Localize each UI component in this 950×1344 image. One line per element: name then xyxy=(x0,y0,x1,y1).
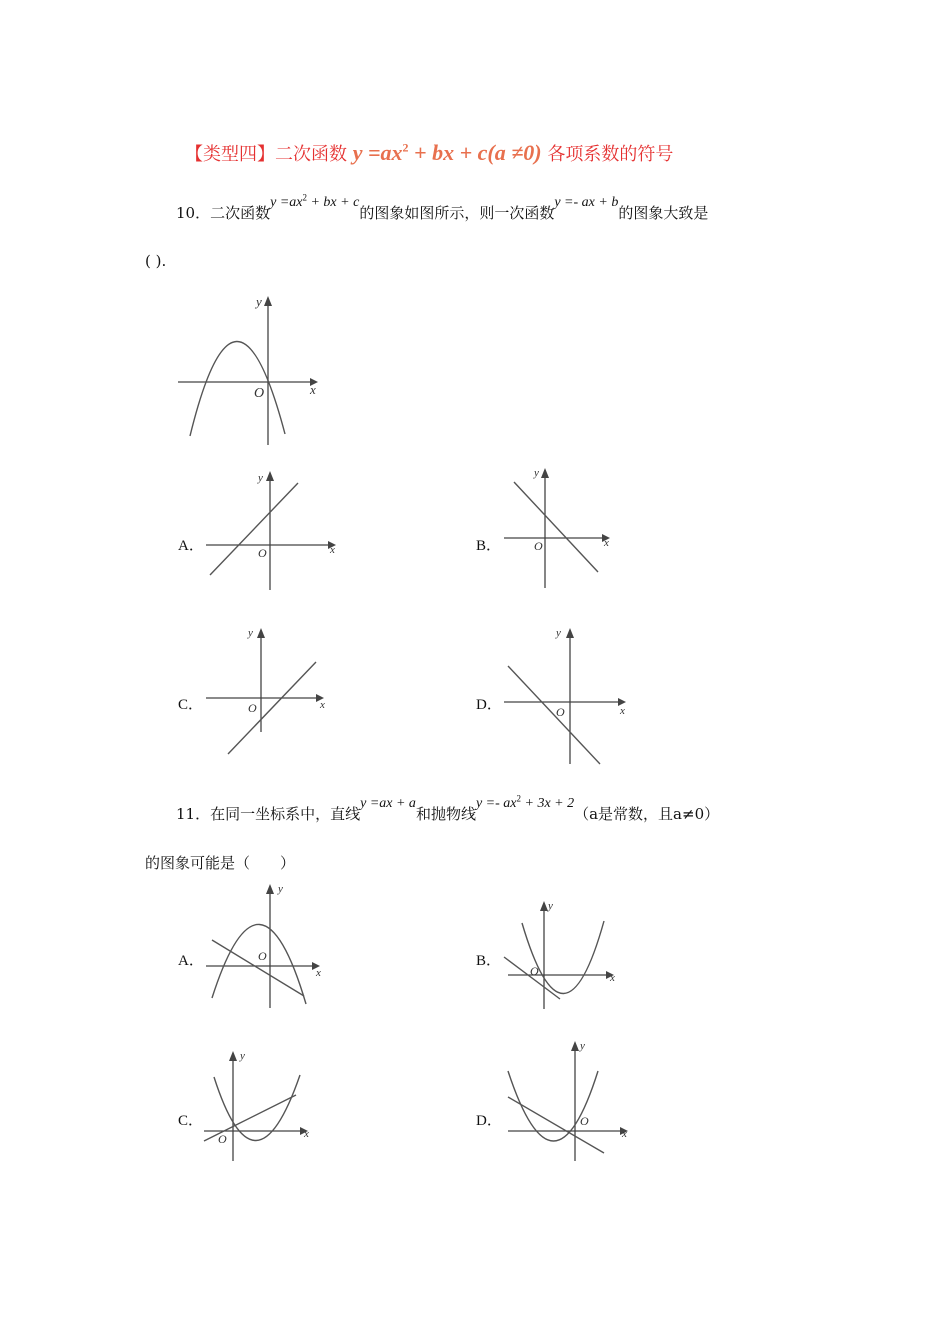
svg-text:x: x xyxy=(304,1128,309,1140)
q11-option-b-graph xyxy=(500,895,650,1015)
q11-option-d-label: D． xyxy=(476,1113,502,1129)
origin-label: O xyxy=(254,386,265,401)
svg-text:x: x xyxy=(320,699,325,711)
svg-text:y: y xyxy=(248,627,253,639)
svg-text:x: x xyxy=(622,1128,627,1140)
q10-option-d-label: D． xyxy=(476,697,502,713)
heading-label: 【类型四】二次函数 xyxy=(185,144,347,165)
q11-number: 11． xyxy=(176,805,211,823)
q10-option-a-graph xyxy=(200,465,350,595)
svg-text:x: x xyxy=(620,705,625,717)
svg-text:y: y xyxy=(580,1040,585,1052)
svg-text:O: O xyxy=(218,1132,227,1146)
y-label: y xyxy=(256,294,262,309)
q10-option-b-label: B． xyxy=(476,538,502,554)
svg-text:y: y xyxy=(258,472,263,484)
q11-option-c-graph xyxy=(200,1045,350,1165)
question-11-text: 11．在同一坐标系中，直线y =ax + a和抛物线$y =- ax^2 + 3x + 2(a$是常数，且a≠0） xyxy=(176,793,720,823)
q11-option-a-label: A． xyxy=(178,953,204,969)
svg-text:y: y xyxy=(240,1050,245,1062)
y-axis-arrow xyxy=(264,296,272,306)
q10-formula-1: $y =ax^2$ + bx + c xyxy=(270,192,360,210)
q11-option-a-graph xyxy=(200,880,350,1010)
q10-option-b-graph xyxy=(498,462,648,592)
svg-text:x: x xyxy=(330,544,335,556)
heading-formula: $y =ax^2$ + bx + c(a ≠0) xyxy=(352,140,542,165)
svg-text:y: y xyxy=(556,627,561,639)
q10-option-c-label: C． xyxy=(178,697,204,713)
svg-text:x: x xyxy=(604,537,609,549)
svg-text:x: x xyxy=(316,967,321,979)
svg-text:y: y xyxy=(278,883,283,895)
q10-option-c-graph xyxy=(198,622,348,767)
q10-option-a-label: A． xyxy=(178,538,204,554)
q10-formula-2: y =- ax + b xyxy=(554,195,619,210)
q11-option-b-label: B． xyxy=(476,953,502,969)
q10-number: 10． xyxy=(176,204,211,222)
x-label: x xyxy=(310,382,316,397)
heading-suffix: 各项系数的符号 xyxy=(547,144,674,165)
q11-option-d-graph xyxy=(500,1035,650,1165)
svg-text:O: O xyxy=(530,964,539,978)
section-heading xyxy=(185,140,673,166)
q11-formula-1: y =ax + a xyxy=(360,796,416,811)
q10-answer-paren: ( ). xyxy=(145,252,167,270)
svg-text:y: y xyxy=(534,467,539,479)
q10-main-graph xyxy=(170,290,330,450)
svg-text:O: O xyxy=(258,949,267,963)
question-10-text: 10．二次函数$y =ax^2$ + bx + c的图象如图所示，则一次函数y =- ax + b的图象大致是 xyxy=(176,192,709,222)
line xyxy=(210,483,298,575)
q11-formula-2: $y =- ax^2 + 3x + 2$ xyxy=(475,793,575,811)
q10-option-d-graph xyxy=(500,622,650,767)
svg-text:y: y xyxy=(548,900,553,912)
svg-text:x: x xyxy=(610,972,615,984)
svg-text:O: O xyxy=(556,705,565,719)
svg-text:O: O xyxy=(534,539,543,553)
svg-text:O: O xyxy=(580,1114,589,1128)
svg-text:O: O xyxy=(258,546,267,560)
parabola xyxy=(190,341,285,436)
svg-text:O: O xyxy=(248,701,257,715)
q11-option-c-label: C． xyxy=(178,1113,204,1129)
q11-text-line2: 的图象可能是（ ） xyxy=(145,854,296,872)
